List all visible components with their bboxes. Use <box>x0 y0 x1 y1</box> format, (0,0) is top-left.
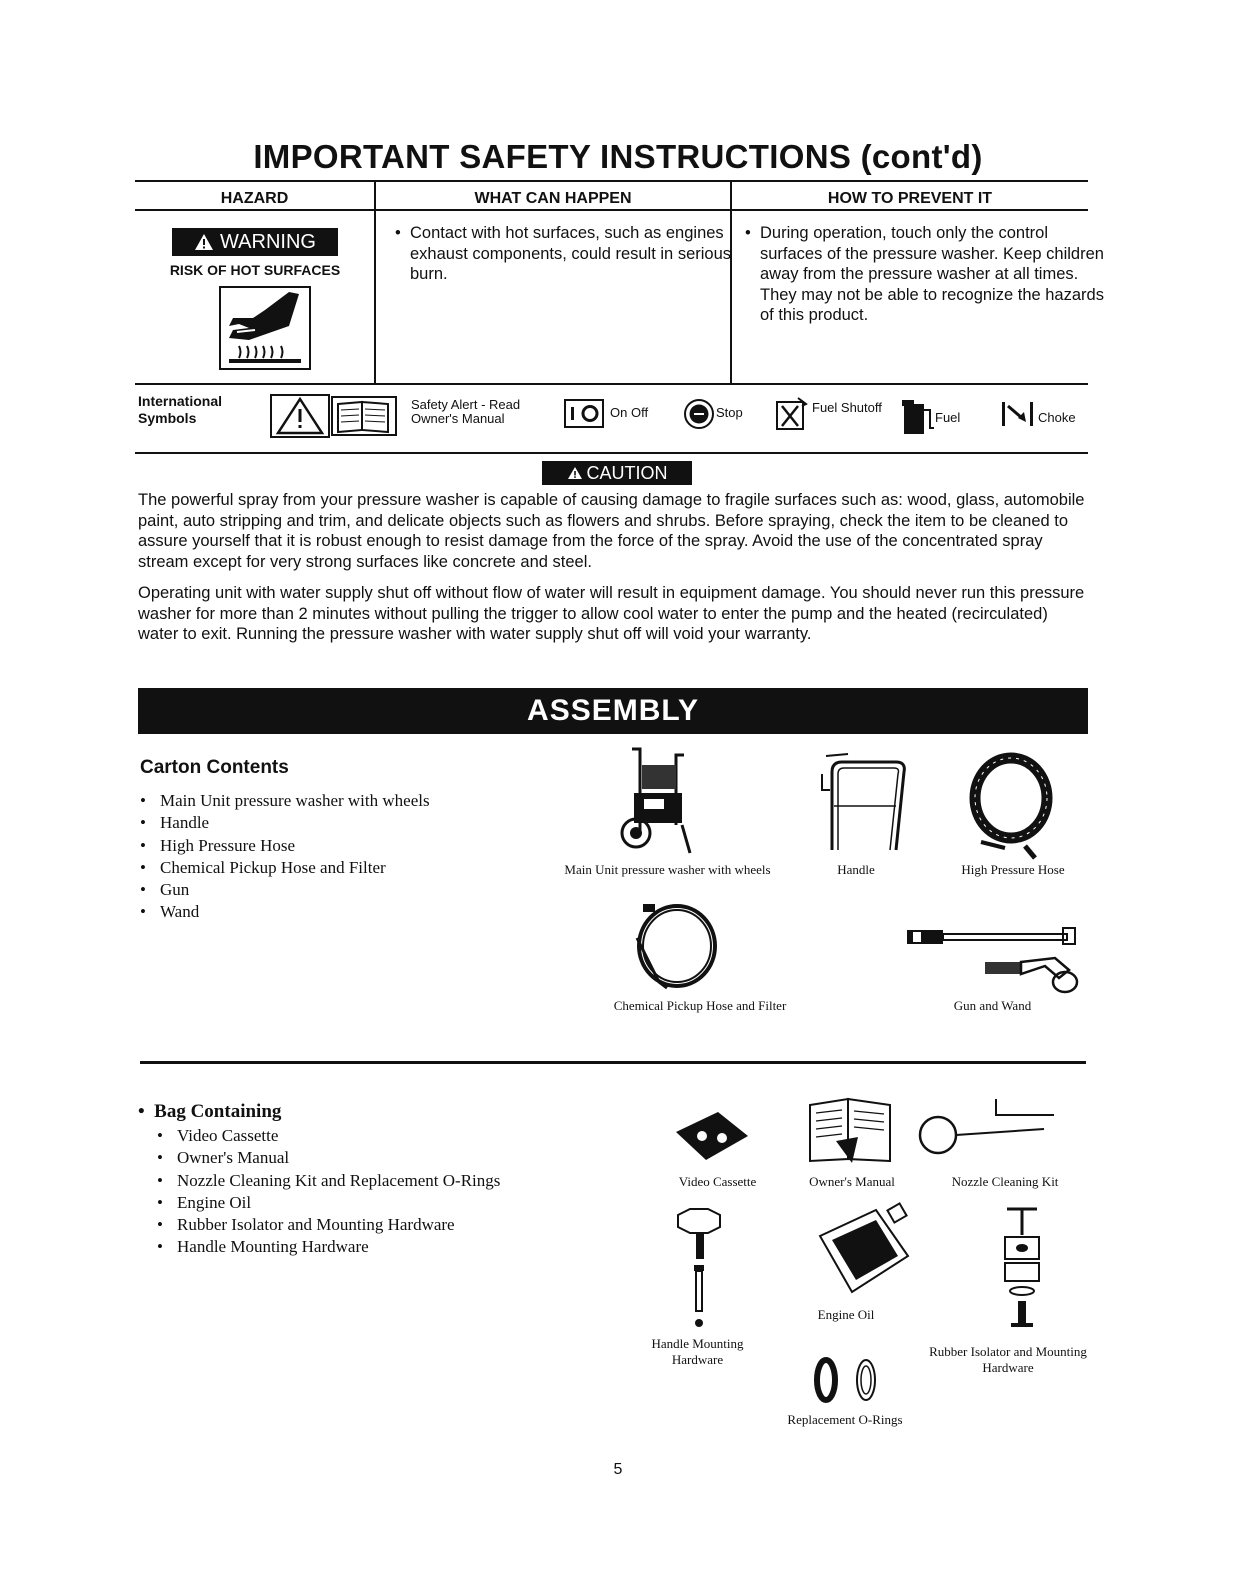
safety-alert-label: Safety Alert - Read Owner's Manual <box>411 397 521 426</box>
table-header-rule <box>135 209 1088 211</box>
what-can-happen-cell: • Contact with hot surfaces, such as engines exhaust components, could result in serious burn. <box>395 224 732 283</box>
list-item: • Gun <box>138 879 558 901</box>
caution-paragraph-2: Operating unit with water supply shut off without flow of water will result in equipment damage. You should never run this pressure washer for more than 2 minutes without pulling the trigger to allow cool water to enter the pump and the heated (recirculated) water to exit. Running the pressure washer with water supply shut off will void your warranty. <box>138 584 1085 643</box>
list-item: • Nozzle Cleaning Kit and Replacement O-Rings <box>155 1170 585 1192</box>
table-bottom-rule <box>135 383 1088 385</box>
list-item: • Chemical Pickup Hose and Filter <box>138 857 558 879</box>
high-pressure-hose-illustration <box>965 750 1057 865</box>
gun-and-wand-caption: Gun and Wand <box>953 998 1032 1013</box>
what-can-happen-text: Contact with hot surfaces, such as engines exhaust components, could result in serious burn. <box>410 224 732 283</box>
safety-alert-read-manual-icon <box>270 394 400 443</box>
table-divider-1 <box>374 180 376 384</box>
caution-paragraph-1: The powerful spray from your pressure washer is capable of causing damage to fragile surfaces such as: wood, glass, automobile paint, auto stripping and trim, and delicate objects such as flowers and shrubs. Before spraying, check the item to be cleaned to assure yourself that it is robust enough to resist damage from the force of the spray. Avoid the use of the concentrated spray stream except for very strong surfaces like concrete and steel. <box>138 491 1085 571</box>
replacement-orings-caption: Replacement O-Rings <box>787 1412 903 1427</box>
table-top-rule <box>135 180 1088 182</box>
stop-label: Stop <box>716 405 743 420</box>
header-what-can-happen: WHAT CAN HAPPEN <box>474 190 632 207</box>
rubber-isolator-illustration <box>995 1205 1049 1340</box>
choke-label: Choke <box>1038 410 1076 425</box>
bag-heading-wrap <box>138 1101 281 1123</box>
main-unit-caption: Main Unit pressure washer with wheels <box>564 862 771 877</box>
caution-triangle-icon <box>567 466 583 480</box>
stop-icon <box>683 398 715 435</box>
how-to-prevent-text: During operation, touch only the control surfaces of the pressure washer. Keep children away from the pressure washer at all times. They may not be able to recognize the hazards of this product. <box>760 224 1104 324</box>
list-item: • Handle <box>138 812 558 834</box>
chemical-hose-caption: Chemical Pickup Hose and Filter <box>613 998 787 1013</box>
warning-label: WARNING <box>220 230 316 253</box>
header-how-to-prevent: HOW TO PREVENT IT <box>827 190 993 207</box>
list-item: • Engine Oil <box>155 1192 585 1214</box>
list-item: • High Pressure Hose <box>138 835 558 857</box>
list-item: • Owner's Manual <box>155 1147 585 1169</box>
bag-heading-bullet: • <box>138 1101 155 1122</box>
choke-icon <box>1000 400 1036 433</box>
list-item: • Handle Mounting Hardware <box>155 1236 585 1258</box>
symbols-label: International Symbols <box>138 393 223 426</box>
on-off-label: On Off <box>610 405 649 420</box>
warning-badge <box>172 228 338 256</box>
fuel-label: Fuel <box>935 410 961 425</box>
page-number: 5 <box>613 1461 623 1478</box>
list-item: • Wand <box>138 901 558 923</box>
main-unit-illustration <box>614 745 706 862</box>
handle-caption: Handle <box>837 862 875 877</box>
bag-contents-list <box>155 1125 585 1259</box>
assembly-banner: ASSEMBLY <box>138 688 1088 734</box>
engine-oil-caption: Engine Oil <box>817 1307 875 1322</box>
handle-mounting-hardware-caption: Handle Mounting Hardware <box>651 1336 744 1367</box>
carton-contents-list <box>138 790 558 924</box>
chemical-hose-illustration <box>633 902 723 999</box>
fuel-shutoff-icon <box>774 396 808 437</box>
risk-label: RISK OF HOT SURFACES <box>169 262 341 278</box>
fuel-shutoff-label: Fuel Shutoff <box>812 400 882 415</box>
fuel-icon <box>900 396 936 441</box>
video-cassette-illustration <box>672 1110 752 1169</box>
owners-manual-illustration <box>806 1095 896 1170</box>
list-item: • Rubber Isolator and Mounting Hardware <box>155 1214 585 1236</box>
caution-badge <box>542 461 692 485</box>
header-hazard: HAZARD <box>220 190 289 207</box>
nozzle-cleaning-kit-illustration <box>914 1095 1074 1166</box>
caution-label: CAUTION <box>586 462 668 483</box>
owners-manual-caption: Owner's Manual <box>809 1174 895 1189</box>
engine-oil-illustration <box>816 1196 920 1305</box>
symbols-bottom-rule <box>135 452 1088 454</box>
rubber-isolator-caption: Rubber Isolator and Mounting Hardware <box>929 1344 1087 1375</box>
bag-containing-heading: Bag Containing <box>154 1101 282 1122</box>
hot-surface-icon <box>219 286 311 370</box>
list-item: • Video Cassette <box>155 1125 585 1147</box>
page-title: IMPORTANT SAFETY INSTRUCTIONS (cont'd) <box>253 138 983 175</box>
gun-and-wand-illustration <box>905 920 1085 1005</box>
video-cassette-caption: Video Cassette <box>678 1174 757 1189</box>
how-to-prevent-cell: • During operation, touch only the control surfaces of the pressure washer. Keep children away from the pressure washer at all times. They may not be able to recognize the hazards of this product. <box>745 224 1104 324</box>
handle-mounting-hardware-illustration <box>672 1205 726 1336</box>
handle-illustration <box>818 750 910 859</box>
nozzle-cleaning-kit-caption: Nozzle Cleaning Kit <box>951 1174 1059 1189</box>
carton-contents-heading: Carton Contents <box>140 757 289 778</box>
section-separator <box>140 1061 1086 1064</box>
replacement-orings-illustration <box>810 1356 888 1411</box>
on-off-icon <box>564 399 608 434</box>
warning-triangle-icon <box>194 233 214 251</box>
high-pressure-hose-caption: High Pressure Hose <box>961 862 1065 877</box>
list-item: • Main Unit pressure washer with wheels <box>138 790 558 812</box>
